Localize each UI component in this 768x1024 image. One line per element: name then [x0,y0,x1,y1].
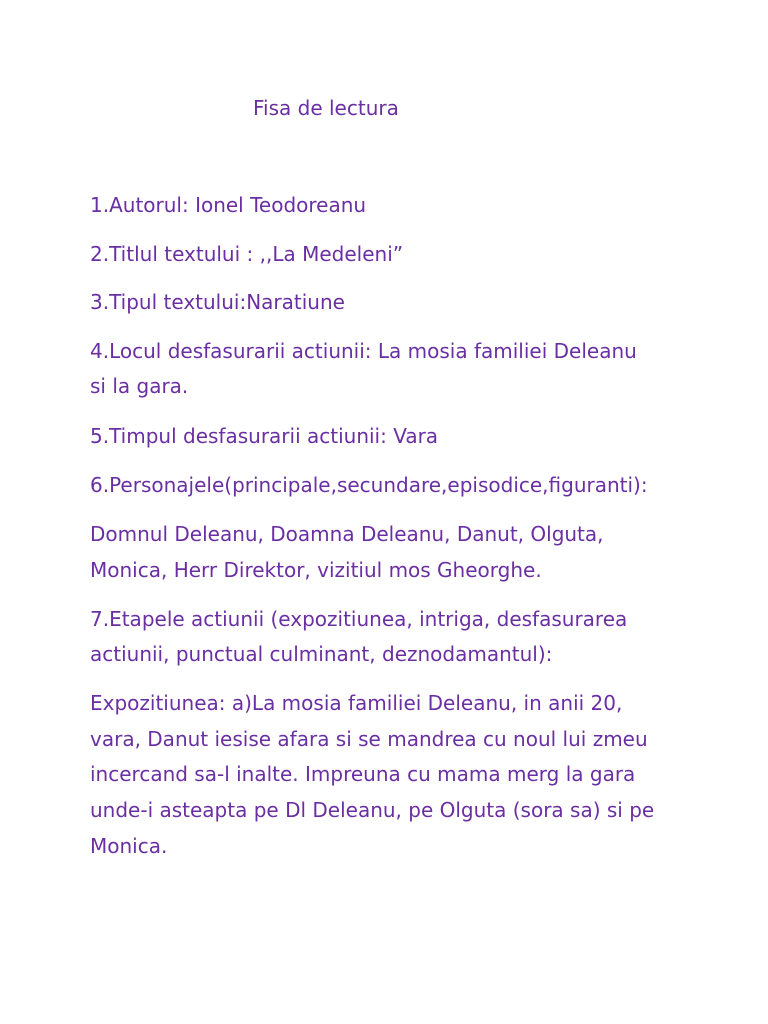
exposition-line-2: vara, Danut iesise afara si se mandrea cu noul lui zmeu [90,727,648,751]
item-characters-line-2: Monica, Herr Direktor, vizitiul mos Gheorghe. [90,558,542,582]
exposition-line-5: Monica. [90,834,168,858]
item-characters-line-1: Domnul Deleanu, Doamna Deleanu, Danut, Olguta, [90,522,604,546]
item-stages-line-2: actiunii, punctual culminant, deznodamantul): [90,642,553,666]
item-place-line-1: 4.Locul desfasurarii actiunii: La mosia familiei Deleanu [90,339,637,363]
exposition-line-1: Expozitiunea: a)La mosia familiei Deleanu, in anii 20, [90,691,623,715]
item-author: 1.Autorul: Ionel Teodoreanu [90,193,367,217]
exposition-line-4: unde-i asteapta pe Dl Deleanu, pe Olguta (sora sa) si pe [90,798,655,822]
item-text-type: 3.Tipul textului:Naratiune [90,290,345,314]
exposition-line-3: incercand sa-l inalte. Impreuna cu mama merg la gara [90,762,636,786]
item-stages-line-1: 7.Etapele actiunii (expozitiunea, intriga, desfasurarea [90,607,628,631]
item-time: 5.Timpul desfasurarii actiunii: Vara [90,424,439,448]
item-place-line-2: si la gara. [90,374,189,398]
item-characters-heading: 6.Personajele(principale,secundare,episodice,figuranti): [90,473,648,497]
document-title: Fisa de lectura [253,96,399,120]
item-title: 2.Titlul textului : ,,La Medeleni” [90,242,404,266]
